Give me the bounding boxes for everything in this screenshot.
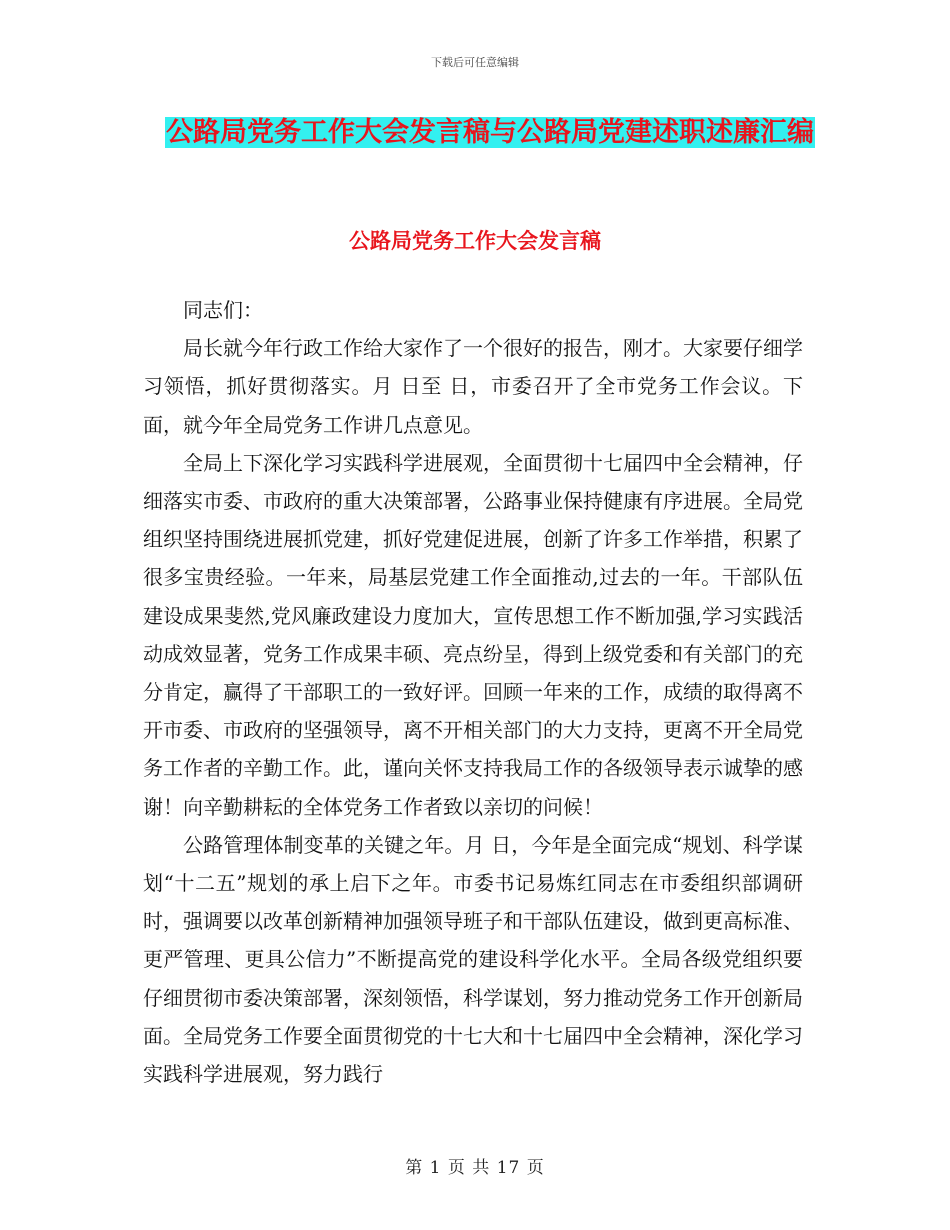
- document-body: [143, 291, 803, 1093]
- salutation: 同志们：: [183, 298, 263, 322]
- document-title: [145, 110, 835, 155]
- paragraph: 局长就今年行政工作给大家作了一个很好的报告，刚才。大家要仔细学习领悟，抓好贯彻落实。月 日至 日，市委召开了全市党务工作会议。下面，就今年全局党务工作讲几点意见。: [143, 336, 803, 437]
- header-note: 下载后可任意编辑: [431, 56, 519, 69]
- paragraph: 全局上下深化学习实践科学进展观，全面贯彻十七届四中全会精神，仔细落实市委、市政府的重大决策部署，公路事业保持健康有序进展。全局党组织坚持围绕进展抓党建，抓好党建促进展，创新了许多工作举措，积累了很多宝贵经验。一年来，局基层党建工作全面推动,过去的一年。干部队伍建设成果斐然,党风廉政建设力度加大，宣传思想工作不断加强,学习实践活动成效显著，党务工作成果丰硕、亮点纷呈，得到上级党委和有关部门的充分肯定，赢得了干部职工的一致好评。回顾一年来的工作，成绩的取得离不开市委、市政府的坚强领导，离不开相关部门的大力支持，更离不开全局党务工作者的辛勤工作。此，谨向关怀支持我局工作的各级领导表示诚挚的感谢！向辛勤耕耘的全体党务工作者致以亲切的问候！: [143, 450, 803, 819]
- paragraph: 公路管理体制变革的关键之年。月 日，今年是全面完成“规划、科学谋划“十二五”规划的承上启下之年。市委书记易炼红同志在市委组织部调研时，强调要以改革创新精神加强领导班子和干部队伍建设，做到更高标准、更严管理、更具公信力”不断提高党的建设科学化水平。全局各级党组织要仔细贯彻市委决策部署，深刻领悟，科学谋划，努力推动党务工作开创新局面。全局党务工作要全面贯彻党的十七大和十七届四中全会精神，深化学习实践科学进展观，努力践行: [143, 832, 803, 1087]
- document-title-text: 公路局党务工作大会发言稿与公路局党建述职述廉汇编: [166, 117, 814, 148]
- page-footer: 第 1 页 共 17 页: [405, 1158, 545, 1178]
- section-title: 公路局党务工作大会发言稿: [349, 229, 601, 253]
